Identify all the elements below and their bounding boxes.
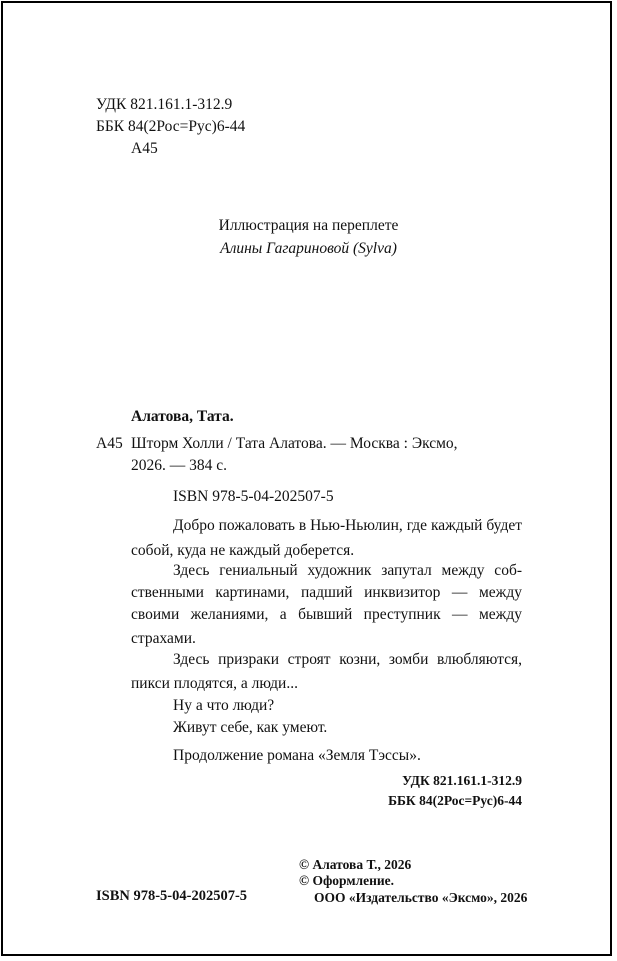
copyright-author: © Алатова Т., 2026	[299, 857, 412, 872]
annotation-p3-line1: Здесь призраки строят козни, зомби влюбляются,	[173, 651, 522, 668]
annotation-p4: Ну а что люди?	[173, 697, 275, 714]
top-bbk: ББК 84(2Рос=Рус)6-44	[96, 118, 246, 135]
catalog-description-line2: 2026. — 384 с.	[131, 457, 228, 474]
copyright-isbn: ISBN 978-5-04-202507-5	[96, 888, 248, 904]
page-border	[1, 1, 612, 956]
annotation-p1-line2: собой, куда не каждый доберется.	[131, 542, 355, 559]
copyright-publisher: ООО «Издательство «Эксмо», 2026	[314, 890, 528, 905]
top-author-code: А45	[131, 140, 158, 157]
annotation-p2-line3: своими желаниями, а бывший преступник — между	[131, 606, 522, 623]
annotation-p2-line2: ственными картинами, падший инквизитор — между	[131, 584, 522, 601]
bottom-udk: УДК 821.161.1-312.9	[402, 773, 522, 788]
illustration-credit-line2: Алины Гагариновой (Sylva)	[220, 240, 397, 257]
annotation-p1-line1: Добро пожаловать в Нью-Ньюлин, где каждый будет	[173, 517, 522, 534]
bottom-bbk: ББК 84(2Рос=Рус)6-44	[388, 793, 522, 808]
catalog-description-line1: Шторм Холли / Тата Алатова. — Москва : Эксмо,	[131, 435, 458, 452]
annotation-p3-line2: пикси плодятся, а люди...	[131, 675, 298, 692]
top-udk: УДК 821.161.1-312.9	[96, 96, 233, 113]
copyright-design: © Оформление.	[299, 873, 395, 888]
catalog-code: А45	[96, 435, 123, 452]
annotation-p2-line1: Здесь гениальный художник запутал между соб-	[173, 562, 522, 579]
catalog-author: Алатова, Тата.	[131, 408, 234, 425]
annotation-p5: Живут себе, как умеют.	[173, 719, 328, 736]
catalog-isbn: ISBN 978-5-04-202507-5	[173, 488, 334, 505]
annotation-p2-line4: страхами.	[131, 630, 196, 647]
annotation-p6: Продолжение романа «Земля Тэссы».	[173, 747, 421, 764]
illustration-credit-line1: Иллюстрация на переплете	[218, 217, 399, 234]
